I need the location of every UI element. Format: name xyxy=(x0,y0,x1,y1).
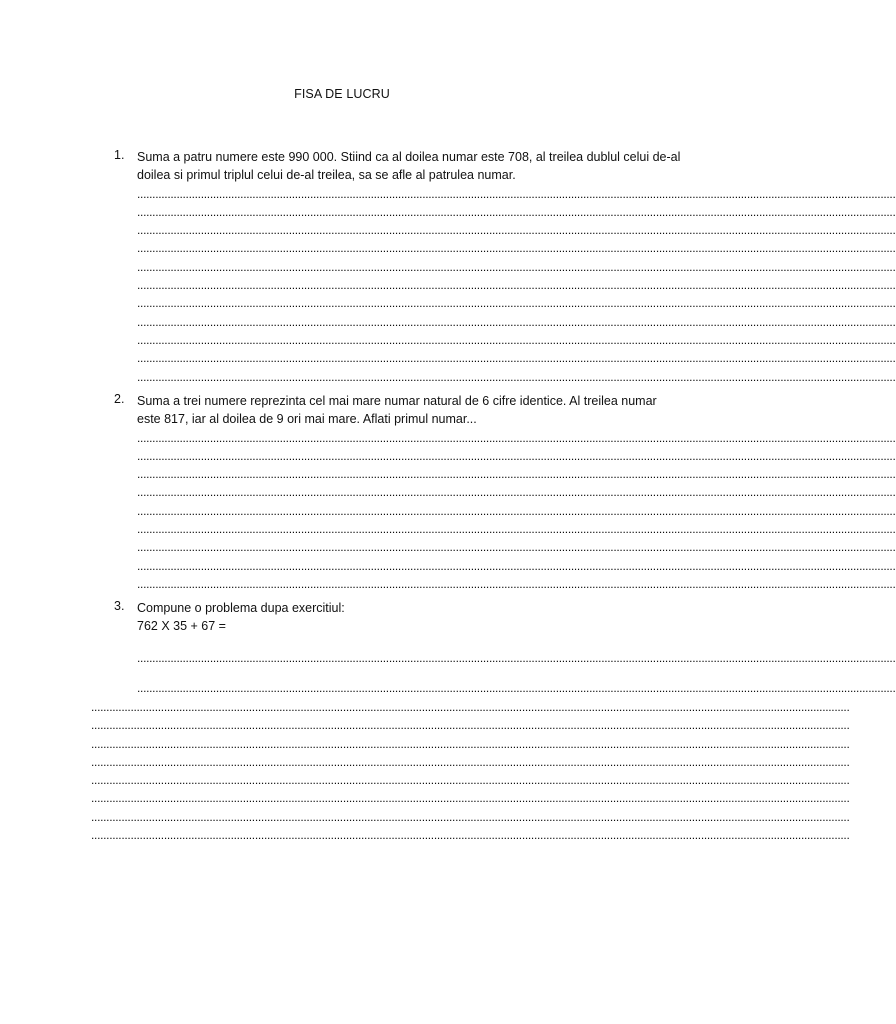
answer-line: .......................................................................................................................................................................................................................................................... xyxy=(91,828,850,843)
answer-line: .......................................................................................................................................................................................................................................................... xyxy=(137,651,896,665)
exercise-body xyxy=(137,392,896,593)
answer-line: .......................................................................................................................................................................................................................................................... xyxy=(137,296,896,311)
answer-line: .......................................................................................................................................................................................................................................................... xyxy=(137,558,896,573)
answer-area[interactable] xyxy=(137,679,896,697)
answer-line: .......................................................................................................................................................................................................................................................... xyxy=(137,332,896,347)
exercise-number: 1. xyxy=(114,148,125,162)
answer-line: .......................................................................................................................................................................................................................................................... xyxy=(137,259,896,274)
answer-area[interactable] xyxy=(91,698,850,844)
exercise-number: 3. xyxy=(114,599,125,613)
answer-line: .......................................................................................................................................................................................................................................................... xyxy=(91,700,850,714)
answer-line: .......................................................................................................................................................................................................................................................... xyxy=(91,754,850,769)
answer-line: .......................................................................................................................................................................................................................................................... xyxy=(137,369,896,384)
answer-area[interactable] xyxy=(137,649,896,667)
exercise-number: 2. xyxy=(114,392,125,406)
exercise-body xyxy=(137,599,682,636)
answer-line: .......................................................................................................................................................................................................................................................... xyxy=(91,809,850,824)
answer-line: .......................................................................................................................................................................................................................................................... xyxy=(137,278,896,293)
exercise-text: Suma a patru numere este 990 000. Stiind ca al doilea numar este 708, al treilea dublul celui de-al doilea si primul triplul celui de-al treilea, sa se afle al patrulea numar. xyxy=(137,150,681,183)
answer-line: .......................................................................................................................................................................................................................................................... xyxy=(137,576,896,591)
exercise-text: Compune o problema dupa exercitiul: xyxy=(137,601,345,615)
answer-line: .......................................................................................................................................................................................................................................................... xyxy=(91,718,850,733)
answer-line: .......................................................................................................................................................................................................................................................... xyxy=(137,186,896,201)
answer-line: .......................................................................................................................................................................................................................................................... xyxy=(137,430,896,445)
answer-area[interactable] xyxy=(137,429,896,594)
answer-line: .......................................................................................................................................................................................................................................................... xyxy=(137,503,896,518)
answer-line: .......................................................................................................................................................................................................................................................... xyxy=(137,314,896,329)
answer-area[interactable] xyxy=(137,185,896,386)
exercise-text: Suma a trei numere reprezinta cel mai mare numar natural de 6 cifre identice. Al treilea numar este 817, iar al doilea de 9 ori mai mare. Aflati primul numar... xyxy=(137,394,657,427)
answer-line: .......................................................................................................................................................................................................................................................... xyxy=(91,736,850,751)
answer-line: .......................................................................................................................................................................................................................................................... xyxy=(137,448,896,463)
answer-line: .......................................................................................................................................................................................................................................................... xyxy=(137,522,896,537)
answer-line: .......................................................................................................................................................................................................................................................... xyxy=(137,485,896,500)
answer-line: .......................................................................................................................................................................................................................................................... xyxy=(137,540,896,555)
answer-line: .......................................................................................................................................................................................................................................................... xyxy=(91,791,850,806)
answer-line: .......................................................................................................................................................................................................................................................... xyxy=(137,241,896,256)
answer-line: .......................................................................................................................................................................................................................................................... xyxy=(137,681,896,695)
exercise-expression: 762 X 35 + 67 = xyxy=(137,619,226,634)
answer-line: .......................................................................................................................................................................................................................................................... xyxy=(137,204,896,219)
page-title: FISA DE LUCRU xyxy=(294,87,390,101)
answer-line: .......................................................................................................................................................................................................................................................... xyxy=(137,223,896,238)
exercise-body xyxy=(137,148,896,386)
answer-line: .......................................................................................................................................................................................................................................................... xyxy=(91,773,850,788)
answer-line: .......................................................................................................................................................................................................................................................... xyxy=(137,467,896,482)
answer-line: .......................................................................................................................................................................................................................................................... xyxy=(137,351,896,366)
